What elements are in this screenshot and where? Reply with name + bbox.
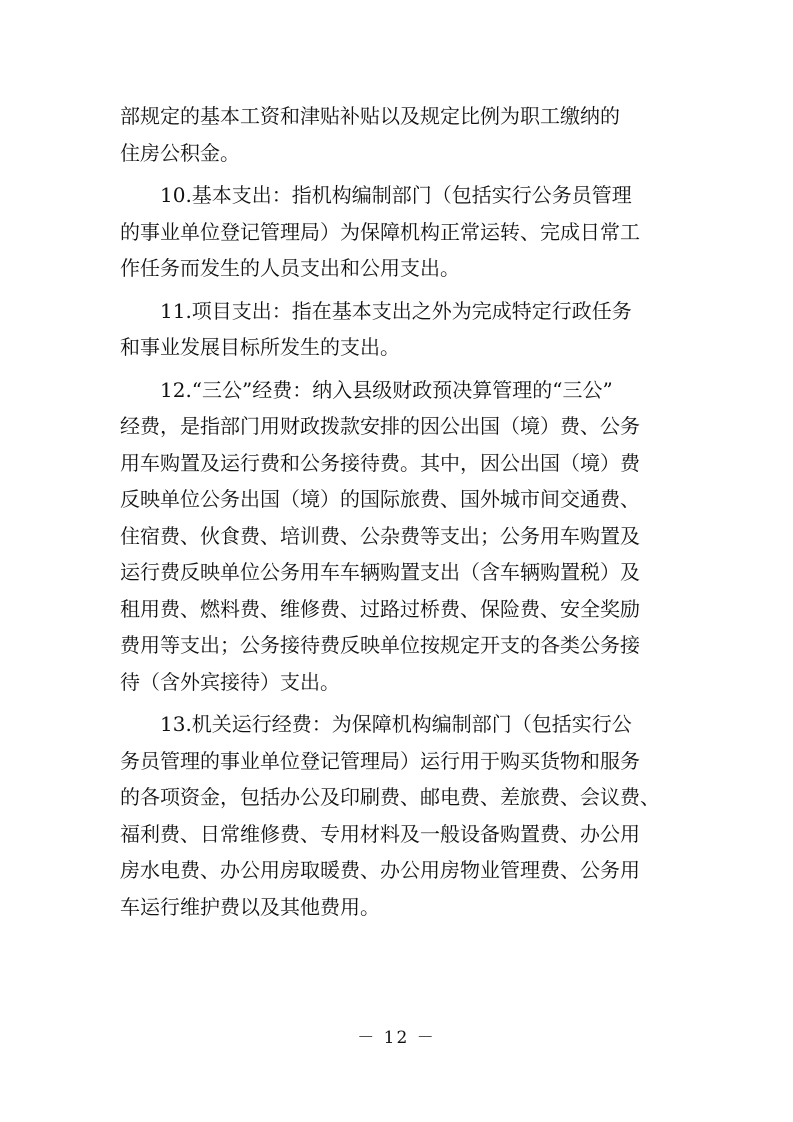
- text-line: 运行费反映单位公务用车车辆购置支出（含车辆购置税）及: [120, 560, 640, 584]
- text-line: 房水电费、办公用房取暖费、办公用房物业管理费、公务用: [120, 858, 640, 882]
- text-line: 反映单位公务出国（境）的国际旅费、国外城市间交通费、: [120, 487, 640, 511]
- text-line: 车运行维护费以及其他费用。: [120, 894, 380, 919]
- text-line: 住房公积金。: [120, 140, 240, 165]
- paragraph-12-start: 12.“三公”经费：纳入县级财政预决算管理的“三公”: [160, 377, 613, 402]
- text-line: 租用费、燃料费、维修费、过路过桥费、保险费、安全奖励: [120, 596, 640, 621]
- paragraph-11-start: 11.项目支出：指在基本支出之外为完成特定行政任务: [160, 298, 632, 323]
- text-line: 待（含外宾接待）支出。: [120, 669, 340, 694]
- text-line: 的各项资金，包括办公及印刷费、邮电费、差旅费、会议费、: [120, 785, 660, 809]
- text-line: 的事业单位登记管理局）为保障机构正常运转、完成日常工: [120, 219, 640, 244]
- text-line: 和事业发展目标所发生的支出。: [120, 335, 400, 359]
- page-number: － 12 －: [357, 1028, 436, 1048]
- text-line: 用车购置及运行费和公务接待费。其中，因公出国（境）费: [120, 450, 640, 475]
- paragraph-10-start: 10.基本支出：指机构编制部门（包括实行公务员管理: [160, 183, 632, 207]
- body-text: [120, 98, 680, 925]
- text-line: 福利费、日常维修费、专用材料及一般设备购置费、办公用: [120, 821, 640, 846]
- text-line: 经费，是指部门用财政拨款安排的因公出国（境）费、公务: [120, 414, 640, 438]
- text-line: 作任务而发生的人员支出和公用支出。: [120, 256, 460, 280]
- text-line: 部规定的基本工资和津贴补贴以及规定比例为职工缴纳的: [120, 104, 620, 128]
- text-line: 费用等支出；公务接待费反映单位按规定开支的各类公务接: [120, 633, 640, 657]
- text-line: 务员管理的事业单位登记管理局）运行用于购买货物和服务: [120, 748, 640, 773]
- paragraph-13-start: 13.机关运行经费：为保障机构编制部门（包括实行公: [160, 712, 632, 736]
- text-line: 住宿费、伙食费、培训费、公杂费等支出；公务用车购置及: [120, 523, 640, 548]
